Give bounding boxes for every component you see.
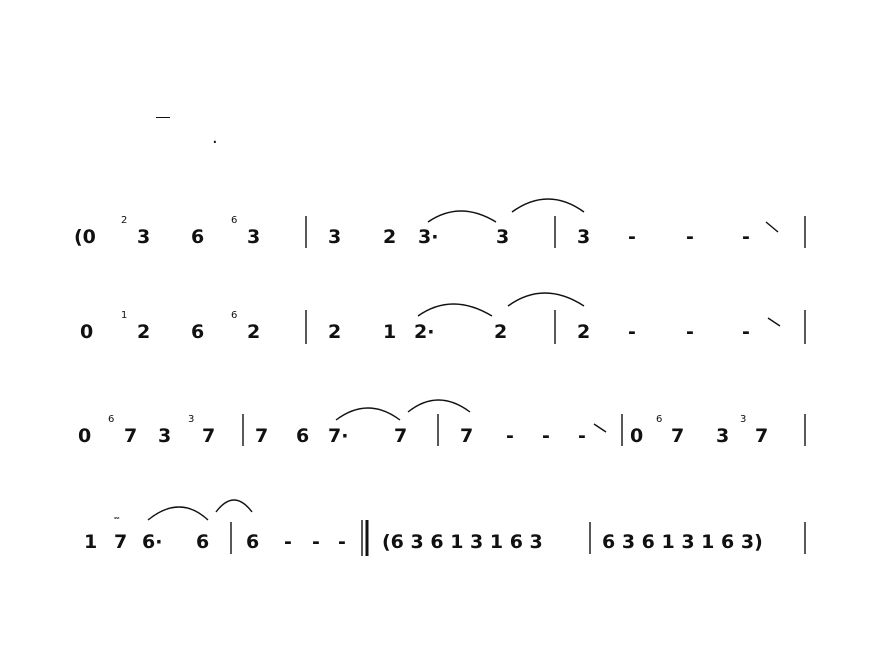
svg-text:-: - [742, 321, 750, 343]
svg-text:-: - [284, 531, 292, 553]
score-notes [74, 215, 768, 553]
svg-text:7: 7 [755, 425, 769, 447]
svg-text:2: 2 [328, 321, 342, 343]
svg-text:6: 6 [231, 215, 238, 226]
svg-text:2·: 2· [414, 321, 435, 343]
svg-text:2: 2 [121, 215, 128, 226]
svg-text:(0: (0 [74, 226, 96, 248]
svg-text:-: - [506, 425, 514, 447]
svg-text:3: 3 [247, 226, 261, 248]
svg-text:6: 6 [191, 321, 205, 343]
meter-dot: · [212, 132, 218, 153]
svg-text:0: 0 [78, 425, 92, 447]
svg-text:7: 7 [124, 425, 138, 447]
svg-text:𝆗: 𝆗 [114, 512, 120, 523]
svg-text:1: 1 [84, 531, 98, 553]
svg-text:(6 3 6 1 3 1 6 3: (6 3 6 1 3 1 6 3 [382, 531, 543, 553]
svg-text:7: 7 [671, 425, 685, 447]
svg-text:1: 1 [121, 310, 128, 321]
svg-text:6: 6 [191, 226, 205, 248]
svg-text:3: 3 [496, 226, 510, 248]
svg-text:-: - [686, 321, 694, 343]
svg-text:-: - [578, 425, 586, 447]
svg-text:3: 3 [188, 414, 195, 425]
svg-text:2: 2 [383, 226, 397, 248]
svg-text:7: 7 [255, 425, 269, 447]
svg-text:1: 1 [383, 321, 397, 343]
svg-text:3: 3 [740, 414, 747, 425]
svg-text:7: 7 [202, 425, 216, 447]
svg-text:-: - [628, 321, 636, 343]
svg-text:2: 2 [494, 321, 508, 343]
svg-text:2: 2 [137, 321, 151, 343]
svg-text:2: 2 [247, 321, 261, 343]
svg-text:6 3 6 1 3 1 6 3): 6 3 6 1 3 1 6 3) [602, 531, 763, 553]
svg-text:6: 6 [296, 425, 310, 447]
svg-text:0: 0 [80, 321, 94, 343]
svg-text:2: 2 [577, 321, 591, 343]
svg-text:3: 3 [577, 226, 591, 248]
svg-text:-: - [312, 531, 320, 553]
svg-text:6: 6 [108, 414, 115, 425]
svg-text:6: 6 [196, 531, 210, 553]
svg-text:6: 6 [656, 414, 663, 425]
svg-text:3: 3 [328, 226, 342, 248]
svg-text:3: 3 [158, 425, 172, 447]
svg-text:7·: 7· [328, 425, 349, 447]
svg-text:3·: 3· [418, 226, 439, 248]
svg-text:3: 3 [137, 226, 151, 248]
svg-text:7: 7 [460, 425, 474, 447]
svg-text:-: - [542, 425, 550, 447]
svg-text:3: 3 [716, 425, 730, 447]
svg-text:7: 7 [114, 531, 128, 553]
svg-text:6: 6 [246, 531, 260, 553]
svg-text:0: 0 [630, 425, 644, 447]
svg-text:6·: 6· [142, 531, 163, 553]
svg-text:-: - [742, 226, 750, 248]
svg-text:-: - [338, 531, 346, 553]
svg-text:6: 6 [231, 310, 238, 321]
svg-text:-: - [686, 226, 694, 248]
svg-text:-: - [628, 226, 636, 248]
svg-text:7: 7 [394, 425, 408, 447]
